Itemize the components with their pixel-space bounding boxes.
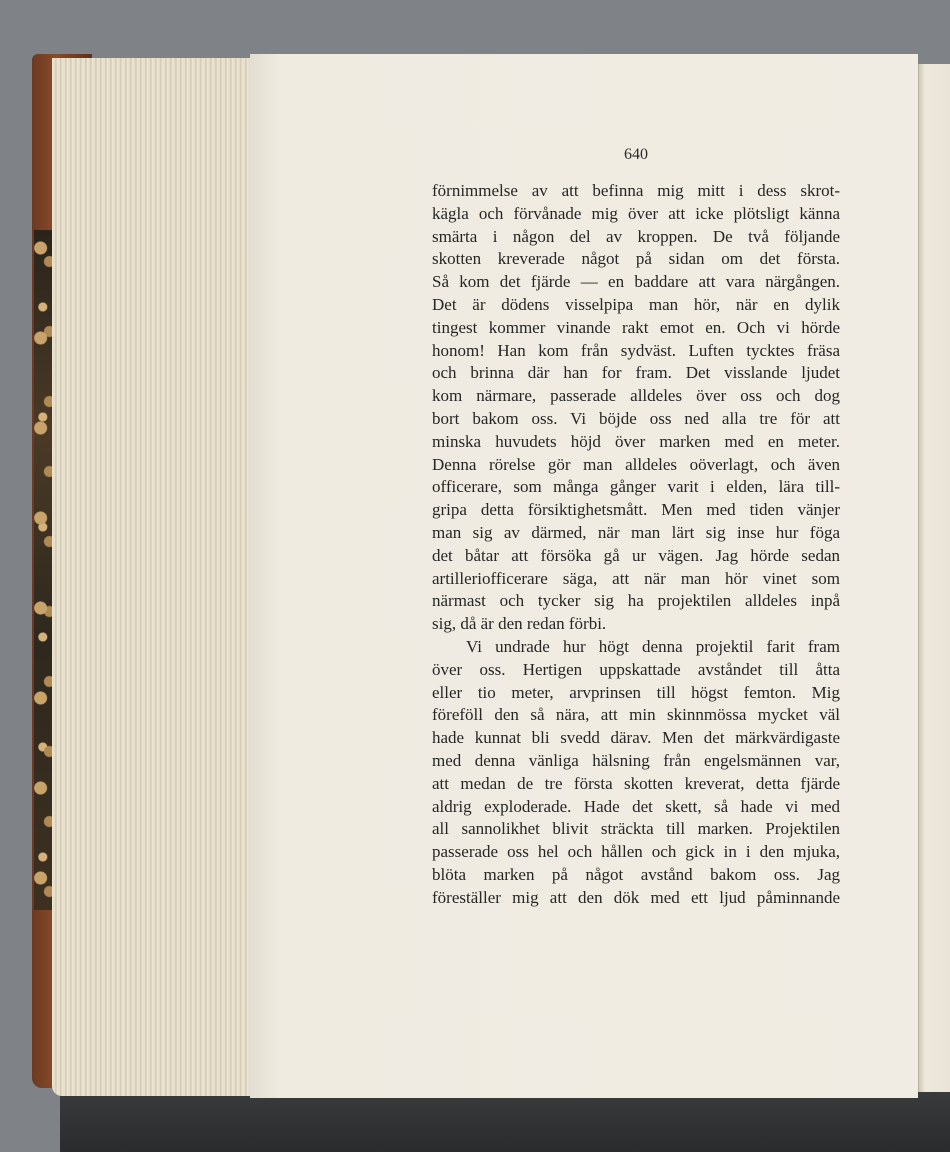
text-line: närmast och tycker sig ha projektilen alldeles inpå xyxy=(432,591,840,611)
text-line: skotten kreverade något på sidan om det första. xyxy=(432,249,840,269)
text-line: Så kom det fjärde — en baddare att vara närgången. xyxy=(432,272,840,292)
text-line: eller tio meter, arvprinsen till högst femton. Mig xyxy=(432,682,840,702)
text-line: över oss. Hertigen uppskattade avståndet till åtta xyxy=(432,659,840,679)
text-line: man sig av därmed, när man lärt sig inse hur föga xyxy=(432,522,840,542)
facing-page-edge xyxy=(918,64,950,1092)
text-line: förnimmelse av att befinna mig mitt i dess skrot- xyxy=(432,181,840,200)
text-line: Vi undrade hur högt denna projektil farit fram xyxy=(466,636,840,656)
text-line: bort bakom oss. Vi böjde oss ned alla tre för att xyxy=(432,408,840,428)
text-line: kom närmare, passerade alldeles över oss och dog xyxy=(432,386,840,406)
text-line: Denna rörelse gör man alldeles oöverlagt, och även xyxy=(432,454,840,474)
text-line: smärta i någon del av kroppen. De två följande xyxy=(432,226,840,246)
text-line: all sannolikhet blivit sträckta till marken. Projektilen xyxy=(432,819,840,839)
text-line: artilleriofficerare säga, att när man hör vinet som xyxy=(432,568,840,588)
text-line: sig, då är den redan förbi. xyxy=(432,614,607,634)
text-line: kägla och förvånade mig över att icke plötsligt känna xyxy=(432,203,840,223)
page-number: 640 xyxy=(624,146,648,163)
text-line: minska huvudets höjd över marken med en meter. xyxy=(432,431,840,451)
text-line: det båtar att försöka gå ur vägen. Jag hörde sedan xyxy=(432,545,840,565)
text-line: blöta marken på något avstånd bakom oss. Jag xyxy=(432,864,840,884)
text-line: föreföll den så nära, att min skinnmössa mycket väl xyxy=(432,705,840,725)
page-edges xyxy=(52,58,252,1096)
text-line: honom! Han kom från sydväst. Luften tycktes fräsa xyxy=(432,340,840,360)
text-line: föreställer mig att den dök med ett ljud påminnande xyxy=(432,887,840,907)
text-line: officerare, som många gånger varit i elden, lära till- xyxy=(432,477,840,497)
text-line: hade kunnat bli svedd därav. Men det märkvärdigaste xyxy=(432,728,840,748)
text-line: passerade oss hel och hållen och gick in i den mjuka, xyxy=(432,842,840,862)
page-text xyxy=(432,180,840,910)
text-line: Det är dödens visselpipa man hör, när en dylik xyxy=(432,294,840,314)
book-page xyxy=(250,54,918,1098)
text-line: med denna vänliga hälsning från engelsmännen var, xyxy=(432,750,840,770)
text-line: att medan de tre första skotten kreverat, detta fjärde xyxy=(432,773,840,793)
text-line: tingest kommer vinande rakt emot en. Och vi hörde xyxy=(432,317,840,337)
text-line: och brinna där han for fram. Det visslande ljudet xyxy=(432,363,840,383)
text-line: gripa detta försiktighetsmått. Men med tiden vänjer xyxy=(432,500,840,520)
text-line: aldrig exploderade. Hade det skett, så hade vi med xyxy=(432,796,840,816)
